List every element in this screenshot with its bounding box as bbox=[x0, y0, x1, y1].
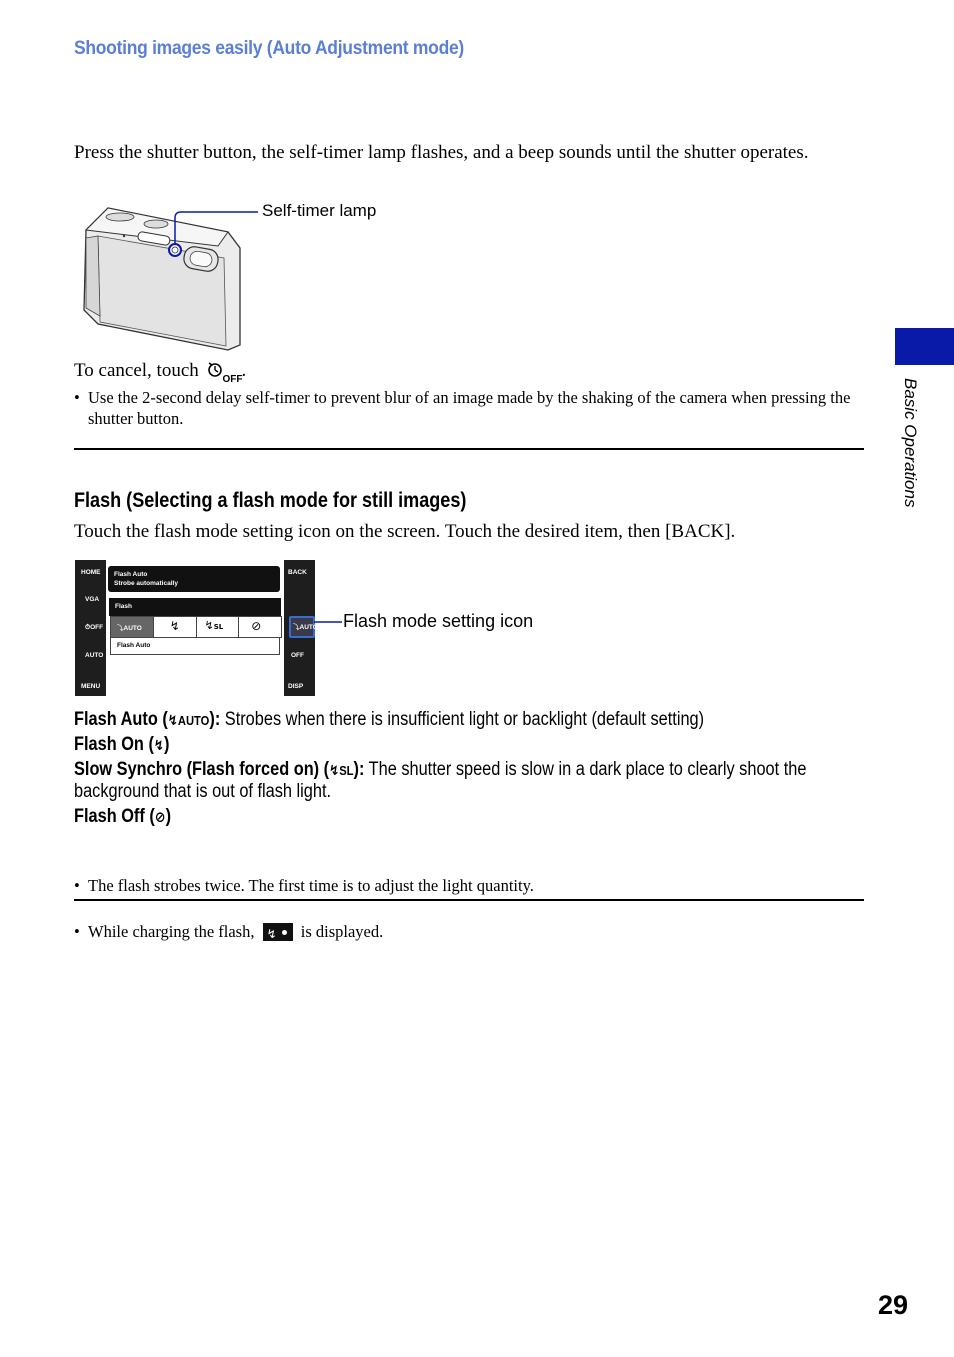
screen-home-button[interactable]: HOME bbox=[81, 569, 101, 576]
page-number: 29 bbox=[878, 1290, 909, 1320]
section-divider-bottom bbox=[74, 899, 864, 901]
section-divider-top bbox=[74, 448, 864, 450]
cancel-text: To cancel, touch bbox=[74, 360, 199, 381]
mode-flash-auto: Flash Auto (↯AUTO): Strobes when there is insufficient light or backlight (default setting) bbox=[74, 709, 705, 730]
flash-option-auto[interactable]: ⤵AUTO bbox=[111, 617, 154, 637]
camera-lcd-screen bbox=[75, 560, 318, 696]
flash-option-off[interactable]: ⊘ bbox=[251, 619, 262, 633]
screen-menu-area bbox=[106, 560, 284, 696]
cancel-instruction: To cancel, touch OFF . bbox=[74, 360, 247, 385]
callout-flash-mode-icon: Flash mode setting icon bbox=[343, 611, 534, 631]
screen-disp-button[interactable]: DISP bbox=[288, 683, 304, 690]
flash-selected-label: Flash Auto bbox=[110, 637, 280, 655]
flash-icon-callout-line bbox=[314, 618, 344, 626]
flash-instruction: Touch the flash mode setting icon on the screen. Touch the desired item, then [BACK]. bbox=[74, 521, 736, 542]
side-section-label: Basic Operations bbox=[901, 378, 920, 508]
flash-mode-setting-icon[interactable]: ⤵AUTO bbox=[289, 616, 315, 638]
intro-bullet: • Use the 2-second delay self-timer to prevent blur of an image made by the shaking of the camera when pressing the shutter button. bbox=[74, 387, 863, 429]
camera-illustration bbox=[78, 200, 398, 358]
flash-charging-icon: ↯ bbox=[263, 923, 293, 941]
mode-flash-on: Flash On (↯) bbox=[74, 734, 170, 755]
image-size-icon[interactable]: VGA bbox=[85, 596, 100, 603]
macro-off-icon[interactable]: OFF bbox=[291, 652, 304, 659]
flash-note-2: • While charging the flash, ↯ is displayed. bbox=[74, 921, 863, 942]
callout-self-timer-lamp: Self-timer lamp bbox=[262, 201, 377, 220]
flash-option-slow-synchro[interactable]: ↯SL bbox=[197, 617, 240, 637]
self-timer-icon[interactable]: ⏱OFF bbox=[85, 624, 104, 631]
flash-options-row bbox=[110, 616, 282, 638]
screen-menu-button[interactable]: MENU bbox=[81, 683, 101, 690]
screen-back-button[interactable]: BACK bbox=[288, 569, 307, 576]
flash-option-on[interactable]: ↯ bbox=[154, 617, 197, 637]
flash-section-heading: Flash (Selecting a flash mode for still images) bbox=[74, 489, 467, 512]
scene-auto-icon[interactable]: AUTO bbox=[85, 652, 104, 659]
page-header-title: Shooting images easily (Auto Adjustment mode) bbox=[74, 38, 464, 59]
self-timer-off-icon: OFF bbox=[204, 360, 242, 380]
screen-title-box: Flash Auto Strobe automatically bbox=[108, 566, 280, 592]
mode-flash-off: Flash Off (⊘) bbox=[74, 806, 172, 827]
flash-note-1: • The flash strobes twice. The first time is to adjust the light quantity. bbox=[74, 875, 863, 896]
mode-slow-synchro: Slow Synchro (Flash forced on) (↯SL): The shutter speed is slow in a dark place to clearly shoot the bbox=[74, 759, 807, 780]
section-tab-marker bbox=[895, 328, 954, 365]
flash-panel-header: Flash bbox=[109, 598, 281, 616]
mode-slow-synchro-continued: background that is out of flash light. bbox=[74, 781, 332, 802]
intro-paragraph: Press the shutter button, the self-timer lamp flashes, and a beep sounds until the shutter operates. bbox=[74, 142, 809, 163]
